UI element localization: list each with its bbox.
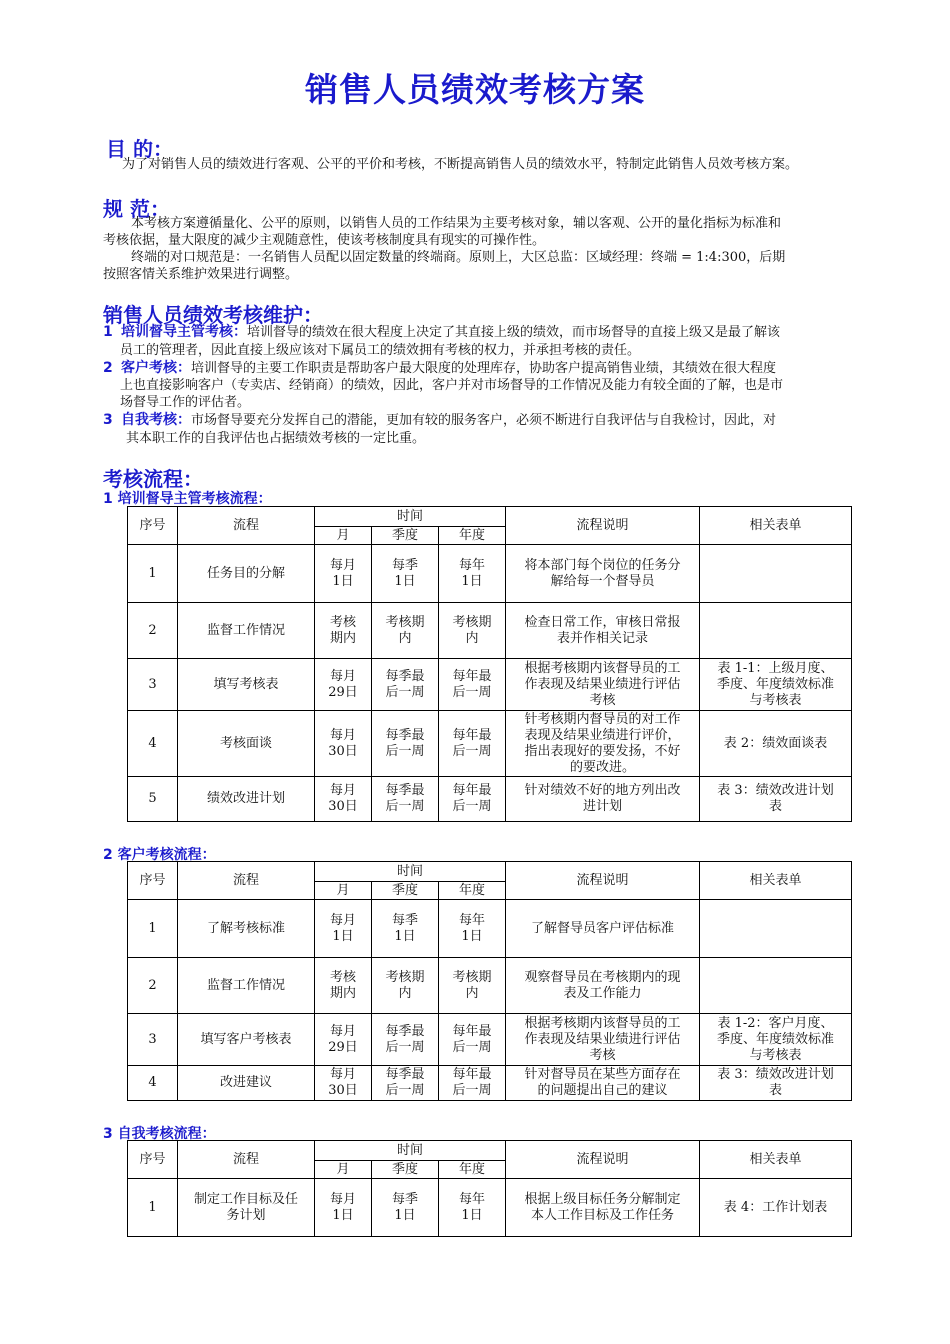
row-quarter-line: 每季最 (385, 783, 425, 798)
row-quarter-line: 1日 (394, 573, 416, 589)
header-quarter: 季度 (372, 882, 439, 900)
table-row (128, 900, 852, 958)
purpose-text: 为了对销售人员的绩效进行客观、公平的平价和考核，不断提高销售人员的绩效水平，特制定此销售人员效考核方案。 (122, 157, 799, 172)
row-year (439, 1014, 506, 1066)
row-desc (506, 1179, 700, 1237)
row-desc (506, 900, 700, 958)
row-desc-line: 观察督导员在考核期内的现 (524, 969, 681, 985)
maintenance-item-number: 1 (103, 324, 113, 340)
row-month-line: 每月 (329, 783, 356, 798)
table-row (128, 711, 852, 777)
row-desc-line: 的问题提出自己的建议 (537, 1083, 668, 1098)
row-quarter-line: 每季最 (385, 727, 425, 743)
row-flow (178, 545, 315, 603)
standard-para1-line1: 本考核方案遵循量化、公平的原则，以销售人员的工作结果为主要考核对象，辅以客观、公开的量化指标为标准和 (131, 216, 782, 231)
process-table-3 (127, 1140, 852, 1237)
row-year-line: 1日 (461, 928, 483, 944)
row-number: 1 (128, 900, 178, 958)
header-quarter: 季度 (372, 527, 439, 545)
header-quarter: 季度 (372, 1161, 439, 1179)
row-forms (700, 1066, 852, 1101)
row-year-line: 后一周 (452, 1039, 492, 1055)
header-month: 月 (315, 882, 372, 900)
row-desc (506, 958, 700, 1014)
header-time: 时间 (315, 862, 506, 882)
row-desc-line: 指出表现好的要发扬，不好 (524, 743, 681, 759)
process-heading: 考核流程： (103, 467, 203, 491)
row-year-line: 每年 (458, 557, 485, 573)
row-desc-line: 根据考核期内该督导员的工 (524, 1015, 681, 1031)
header-flow: 流程 (178, 507, 315, 545)
maintenance-item-1 (103, 324, 780, 341)
row-month (315, 958, 372, 1014)
row-month-line: 30日 (328, 1083, 358, 1098)
header-forms: 相关表单 (700, 507, 852, 545)
table-header-row (128, 862, 852, 882)
row-desc-line: 考核 (589, 1047, 616, 1063)
row-month-line: 1日 (332, 1207, 354, 1223)
row-year-line: 1日 (461, 573, 483, 589)
row-year-line: 每年 (458, 1191, 485, 1207)
page-title: 销售人员绩效考核方案 (305, 70, 645, 109)
maintenance-item-number: 3 (103, 412, 113, 428)
row-year (439, 1066, 506, 1101)
table-row (128, 958, 852, 1014)
row-forms (700, 659, 852, 711)
row-desc (506, 1066, 700, 1101)
row-year-line: 每年最 (452, 783, 492, 798)
row-desc (506, 1014, 700, 1066)
row-year (439, 545, 506, 603)
row-year-line: 每年 (458, 912, 485, 928)
row-month-line: 每月 (329, 668, 356, 684)
row-quarter (372, 545, 439, 603)
row-flow (178, 958, 315, 1014)
row-year (439, 603, 506, 659)
row-desc-line: 本人工作目标及工作任务 (530, 1207, 674, 1223)
row-forms (700, 1179, 852, 1237)
table-row (128, 1066, 852, 1101)
row-forms-line: 季度、年度绩效标准 (716, 676, 834, 692)
row-flow-line: 监督工作情况 (206, 622, 285, 638)
row-desc (506, 545, 700, 603)
table-row (128, 545, 852, 603)
row-desc (506, 659, 700, 711)
row-forms-line: 表 1-2：客户月度、 (717, 1015, 834, 1031)
row-desc-line: 针考核期内督导员的对工作 (524, 711, 681, 727)
table-row (128, 659, 852, 711)
row-desc-line: 检查日常工作，审核日常报 (524, 614, 681, 630)
header-desc: 流程说明 (506, 862, 700, 900)
row-desc-line: 考核 (589, 692, 616, 708)
row-forms-line: 表 1-1：上级月度、 (717, 660, 834, 676)
row-month-line: 每月 (329, 1191, 356, 1207)
row-desc-line: 根据上级目标任务分解制定 (524, 1191, 681, 1207)
row-year-line: 后一周 (452, 1083, 492, 1098)
header-month: 月 (315, 527, 372, 545)
row-month-line: 30日 (328, 743, 358, 759)
row-month-line: 每月 (329, 727, 356, 743)
row-forms-line: 表 2：绩效面谈表 (723, 735, 828, 751)
row-desc-line: 的要改进。 (569, 759, 635, 775)
standard-para2-line2: 按照客情关系维护效果进行调整。 (103, 267, 299, 282)
row-desc-line: 作表现及结果业绩进行评估 (524, 676, 681, 692)
process-table-1 (127, 506, 852, 822)
table-header-row (128, 507, 852, 527)
row-month-line: 1日 (332, 928, 354, 944)
row-month-line: 每月 (329, 1023, 356, 1039)
standard-heading: 规 范： (103, 197, 170, 221)
table-row (128, 777, 852, 822)
row-quarter-line: 后一周 (385, 684, 425, 700)
header-forms: 相关表单 (700, 1141, 852, 1179)
row-flow (178, 1066, 315, 1101)
row-number: 3 (128, 1014, 178, 1066)
row-forms-line: 表 3：绩效改进计划 (717, 783, 834, 798)
standard-para2-line1: 终端的对口规范是：一名销售人员配以固定数量的终端商。原则上，大区总监：区域经理：终端 = 1:4:300，后期 (131, 250, 786, 265)
row-month (315, 603, 372, 659)
row-year-line: 后一周 (452, 799, 492, 814)
header-no: 序号 (128, 507, 178, 545)
row-flow-line: 了解考核标准 (206, 920, 285, 936)
row-desc-line: 进计划 (582, 799, 622, 814)
row-month-line: 29日 (328, 684, 358, 700)
row-desc (506, 777, 700, 822)
purpose-heading: 目 的： (106, 137, 173, 161)
maintenance-item-2-line2: 上也直接影响客户（专卖店、经销商）的绩效，因此，客户并对市场督导的工作情况及能力有较全面的了解，也是市 (120, 378, 784, 393)
table-row (128, 1014, 852, 1066)
row-quarter-line: 每季 (391, 1191, 418, 1207)
maintenance-item-text: 培训督导的绩效在很大程度上决定了其直接上级的绩效，而市场督导的直接上级又是最了解该 (247, 325, 781, 340)
row-number: 1 (128, 1179, 178, 1237)
row-quarter-line: 后一周 (385, 1083, 425, 1098)
row-forms-line: 表 4：工作计划表 (723, 1199, 828, 1215)
row-year (439, 1179, 506, 1237)
row-flow (178, 777, 315, 822)
maintenance-item-label: 自我考核： (121, 412, 192, 428)
row-month-line: 每月 (329, 557, 356, 573)
header-time: 时间 (315, 507, 506, 527)
maintenance-item-text: 培训督导的主要工作职责是帮助客户最大限度的处理库存，协助客户提高销售业绩，其绩效在很大程度 (191, 361, 777, 376)
table-row (128, 1179, 852, 1237)
row-forms-line: 季度、年度绩效标准 (716, 1031, 834, 1047)
row-forms-line: 表 3：绩效改进计划 (717, 1067, 834, 1082)
row-desc-line: 将本部门每个岗位的任务分 (524, 557, 681, 573)
row-flow (178, 659, 315, 711)
row-year-line: 每年最 (452, 1067, 492, 1082)
header-desc: 流程说明 (506, 507, 700, 545)
header-year: 年度 (439, 882, 506, 900)
row-quarter-line: 每季 (391, 912, 418, 928)
row-quarter-line: 考核期 (385, 969, 425, 985)
header-flow: 流程 (178, 862, 315, 900)
row-forms (700, 711, 852, 777)
row-desc-line: 作表现及结果业绩进行评估 (524, 1031, 681, 1047)
row-month-line: 每月 (329, 912, 356, 928)
row-year-line: 内 (465, 630, 479, 646)
row-forms-line: 表 (768, 1083, 782, 1098)
row-forms-line: 表 (768, 799, 782, 814)
maintenance-heading: 销售人员绩效考核维护： (103, 303, 323, 327)
row-number: 3 (128, 659, 178, 711)
row-quarter (372, 900, 439, 958)
row-month (315, 900, 372, 958)
maintenance-item-number: 2 (103, 360, 113, 376)
row-forms (700, 1014, 852, 1066)
row-quarter-line: 后一周 (385, 1039, 425, 1055)
row-quarter (372, 958, 439, 1014)
header-year: 年度 (439, 527, 506, 545)
header-no: 序号 (128, 1141, 178, 1179)
row-month-line: 1日 (332, 573, 354, 589)
header-no: 序号 (128, 862, 178, 900)
row-year-line: 内 (465, 985, 479, 1001)
row-month-line: 考核 (329, 969, 356, 985)
header-forms: 相关表单 (700, 862, 852, 900)
table-2-title: 2 客户考核流程： (103, 847, 216, 863)
row-flow (178, 900, 315, 958)
row-flow-line: 填写考核表 (213, 676, 279, 692)
row-desc-line: 表现及结果业绩进行评价， (524, 727, 681, 743)
maintenance-item-label: 客户考核： (121, 360, 192, 376)
maintenance-item-2 (103, 360, 776, 377)
table-row (128, 603, 852, 659)
row-flow (178, 1014, 315, 1066)
row-month-line: 期内 (329, 985, 356, 1001)
header-year: 年度 (439, 1161, 506, 1179)
row-quarter-line: 每季最 (385, 1067, 425, 1082)
row-quarter (372, 1014, 439, 1066)
row-quarter (372, 777, 439, 822)
table-header-row (128, 1141, 852, 1161)
row-forms-line: 与考核表 (749, 1047, 802, 1063)
row-forms (700, 777, 852, 822)
row-month (315, 1179, 372, 1237)
row-year-line: 1日 (461, 1207, 483, 1223)
row-desc-line: 表并作相关记录 (556, 630, 648, 646)
row-forms (700, 545, 852, 603)
row-quarter (372, 1179, 439, 1237)
row-desc-line: 表及工作能力 (563, 985, 642, 1001)
maintenance-item-label: 培训督导主管考核： (121, 324, 248, 340)
row-quarter-line: 考核期 (385, 614, 425, 630)
row-month-line: 每月 (329, 1067, 356, 1082)
row-quarter-line: 每季最 (385, 1023, 425, 1039)
row-flow-line: 务计划 (226, 1207, 266, 1223)
row-desc-line: 解给每一个督导员 (550, 573, 655, 589)
row-year-line: 每年最 (452, 668, 492, 684)
standard-para1-line2: 考核依据，量大限度的减少主观随意性，使该考核制度具有现实的可操作性。 (103, 233, 546, 248)
row-desc-line: 针对绩效不好的地方列出改 (524, 783, 681, 798)
row-forms (700, 958, 852, 1014)
row-year-line: 每年最 (452, 727, 492, 743)
row-month (315, 777, 372, 822)
row-year-line: 考核期 (452, 969, 492, 985)
row-number: 1 (128, 545, 178, 603)
row-year-line: 后一周 (452, 743, 492, 759)
row-forms-line: 与考核表 (749, 692, 802, 708)
row-flow-line: 考核面谈 (219, 735, 272, 751)
row-month (315, 659, 372, 711)
row-year-line: 每年最 (452, 1023, 492, 1039)
row-year (439, 659, 506, 711)
row-quarter-line: 内 (398, 985, 412, 1001)
row-year-line: 后一周 (452, 684, 492, 700)
table-3-title: 3 自我考核流程： (103, 1126, 216, 1142)
row-quarter-line: 1日 (394, 1207, 416, 1223)
process-table-2 (127, 861, 852, 1101)
row-month (315, 711, 372, 777)
row-quarter-line: 每季最 (385, 668, 425, 684)
row-flow (178, 603, 315, 659)
maintenance-item-1-line2: 员工的管理者，因此直接上级应该对下属员工的绩效拥有考核的权力，并承担考核的责任。 (120, 343, 641, 358)
row-desc (506, 603, 700, 659)
row-number: 2 (128, 603, 178, 659)
row-forms (700, 603, 852, 659)
row-quarter (372, 1066, 439, 1101)
row-month-line: 期内 (329, 630, 356, 646)
row-flow-line: 填写客户考核表 (200, 1031, 292, 1047)
row-desc-line: 了解督导员客户评估标准 (530, 920, 674, 936)
header-desc: 流程说明 (506, 1141, 700, 1179)
row-flow (178, 711, 315, 777)
maintenance-item-2-line3: 场督导工作的评估者。 (120, 395, 251, 410)
row-year-line: 考核期 (452, 614, 492, 630)
row-quarter (372, 603, 439, 659)
row-flow-line: 任务目的分解 (206, 565, 285, 581)
row-year (439, 711, 506, 777)
header-time: 时间 (315, 1141, 506, 1161)
row-month-line: 30日 (328, 799, 358, 814)
row-month (315, 1066, 372, 1101)
table-1-title: 1 培训督导主管考核流程： (103, 491, 272, 507)
row-flow-line: 监督工作情况 (206, 977, 285, 993)
row-flow (178, 1179, 315, 1237)
row-month-line: 考核 (329, 614, 356, 630)
row-flow-line: 改进建议 (219, 1075, 272, 1090)
row-desc (506, 711, 700, 777)
row-forms (700, 900, 852, 958)
row-quarter-line: 1日 (394, 928, 416, 944)
header-month: 月 (315, 1161, 372, 1179)
row-year (439, 900, 506, 958)
row-desc-line: 针对督导员在某些方面存在 (524, 1067, 681, 1082)
row-number: 4 (128, 1066, 178, 1101)
row-quarter-line: 后一周 (385, 799, 425, 814)
row-flow-line: 绩效改进计划 (206, 791, 285, 806)
row-quarter-line: 后一周 (385, 743, 425, 759)
row-month-line: 29日 (328, 1039, 358, 1055)
row-year (439, 958, 506, 1014)
row-month (315, 545, 372, 603)
row-year (439, 777, 506, 822)
row-quarter (372, 659, 439, 711)
row-number: 4 (128, 711, 178, 777)
row-desc-line: 根据考核期内该督导员的工 (524, 660, 681, 676)
maintenance-item-3 (103, 412, 776, 429)
row-quarter-line: 内 (398, 630, 412, 646)
row-number: 5 (128, 777, 178, 822)
maintenance-item-3-line2: 其本职工作的自我评估也占据绩效考核的一定比重。 (126, 431, 426, 446)
row-quarter (372, 711, 439, 777)
row-month (315, 1014, 372, 1066)
header-flow: 流程 (178, 1141, 315, 1179)
row-quarter-line: 每季 (391, 557, 418, 573)
row-number: 2 (128, 958, 178, 1014)
maintenance-item-text: 市场督导要充分发挥自己的潜能，更加有较的服务客户，必须不断进行自我评估与自我检讨，因此，对 (191, 413, 777, 428)
row-flow-line: 制定工作目标及任 (193, 1191, 298, 1207)
